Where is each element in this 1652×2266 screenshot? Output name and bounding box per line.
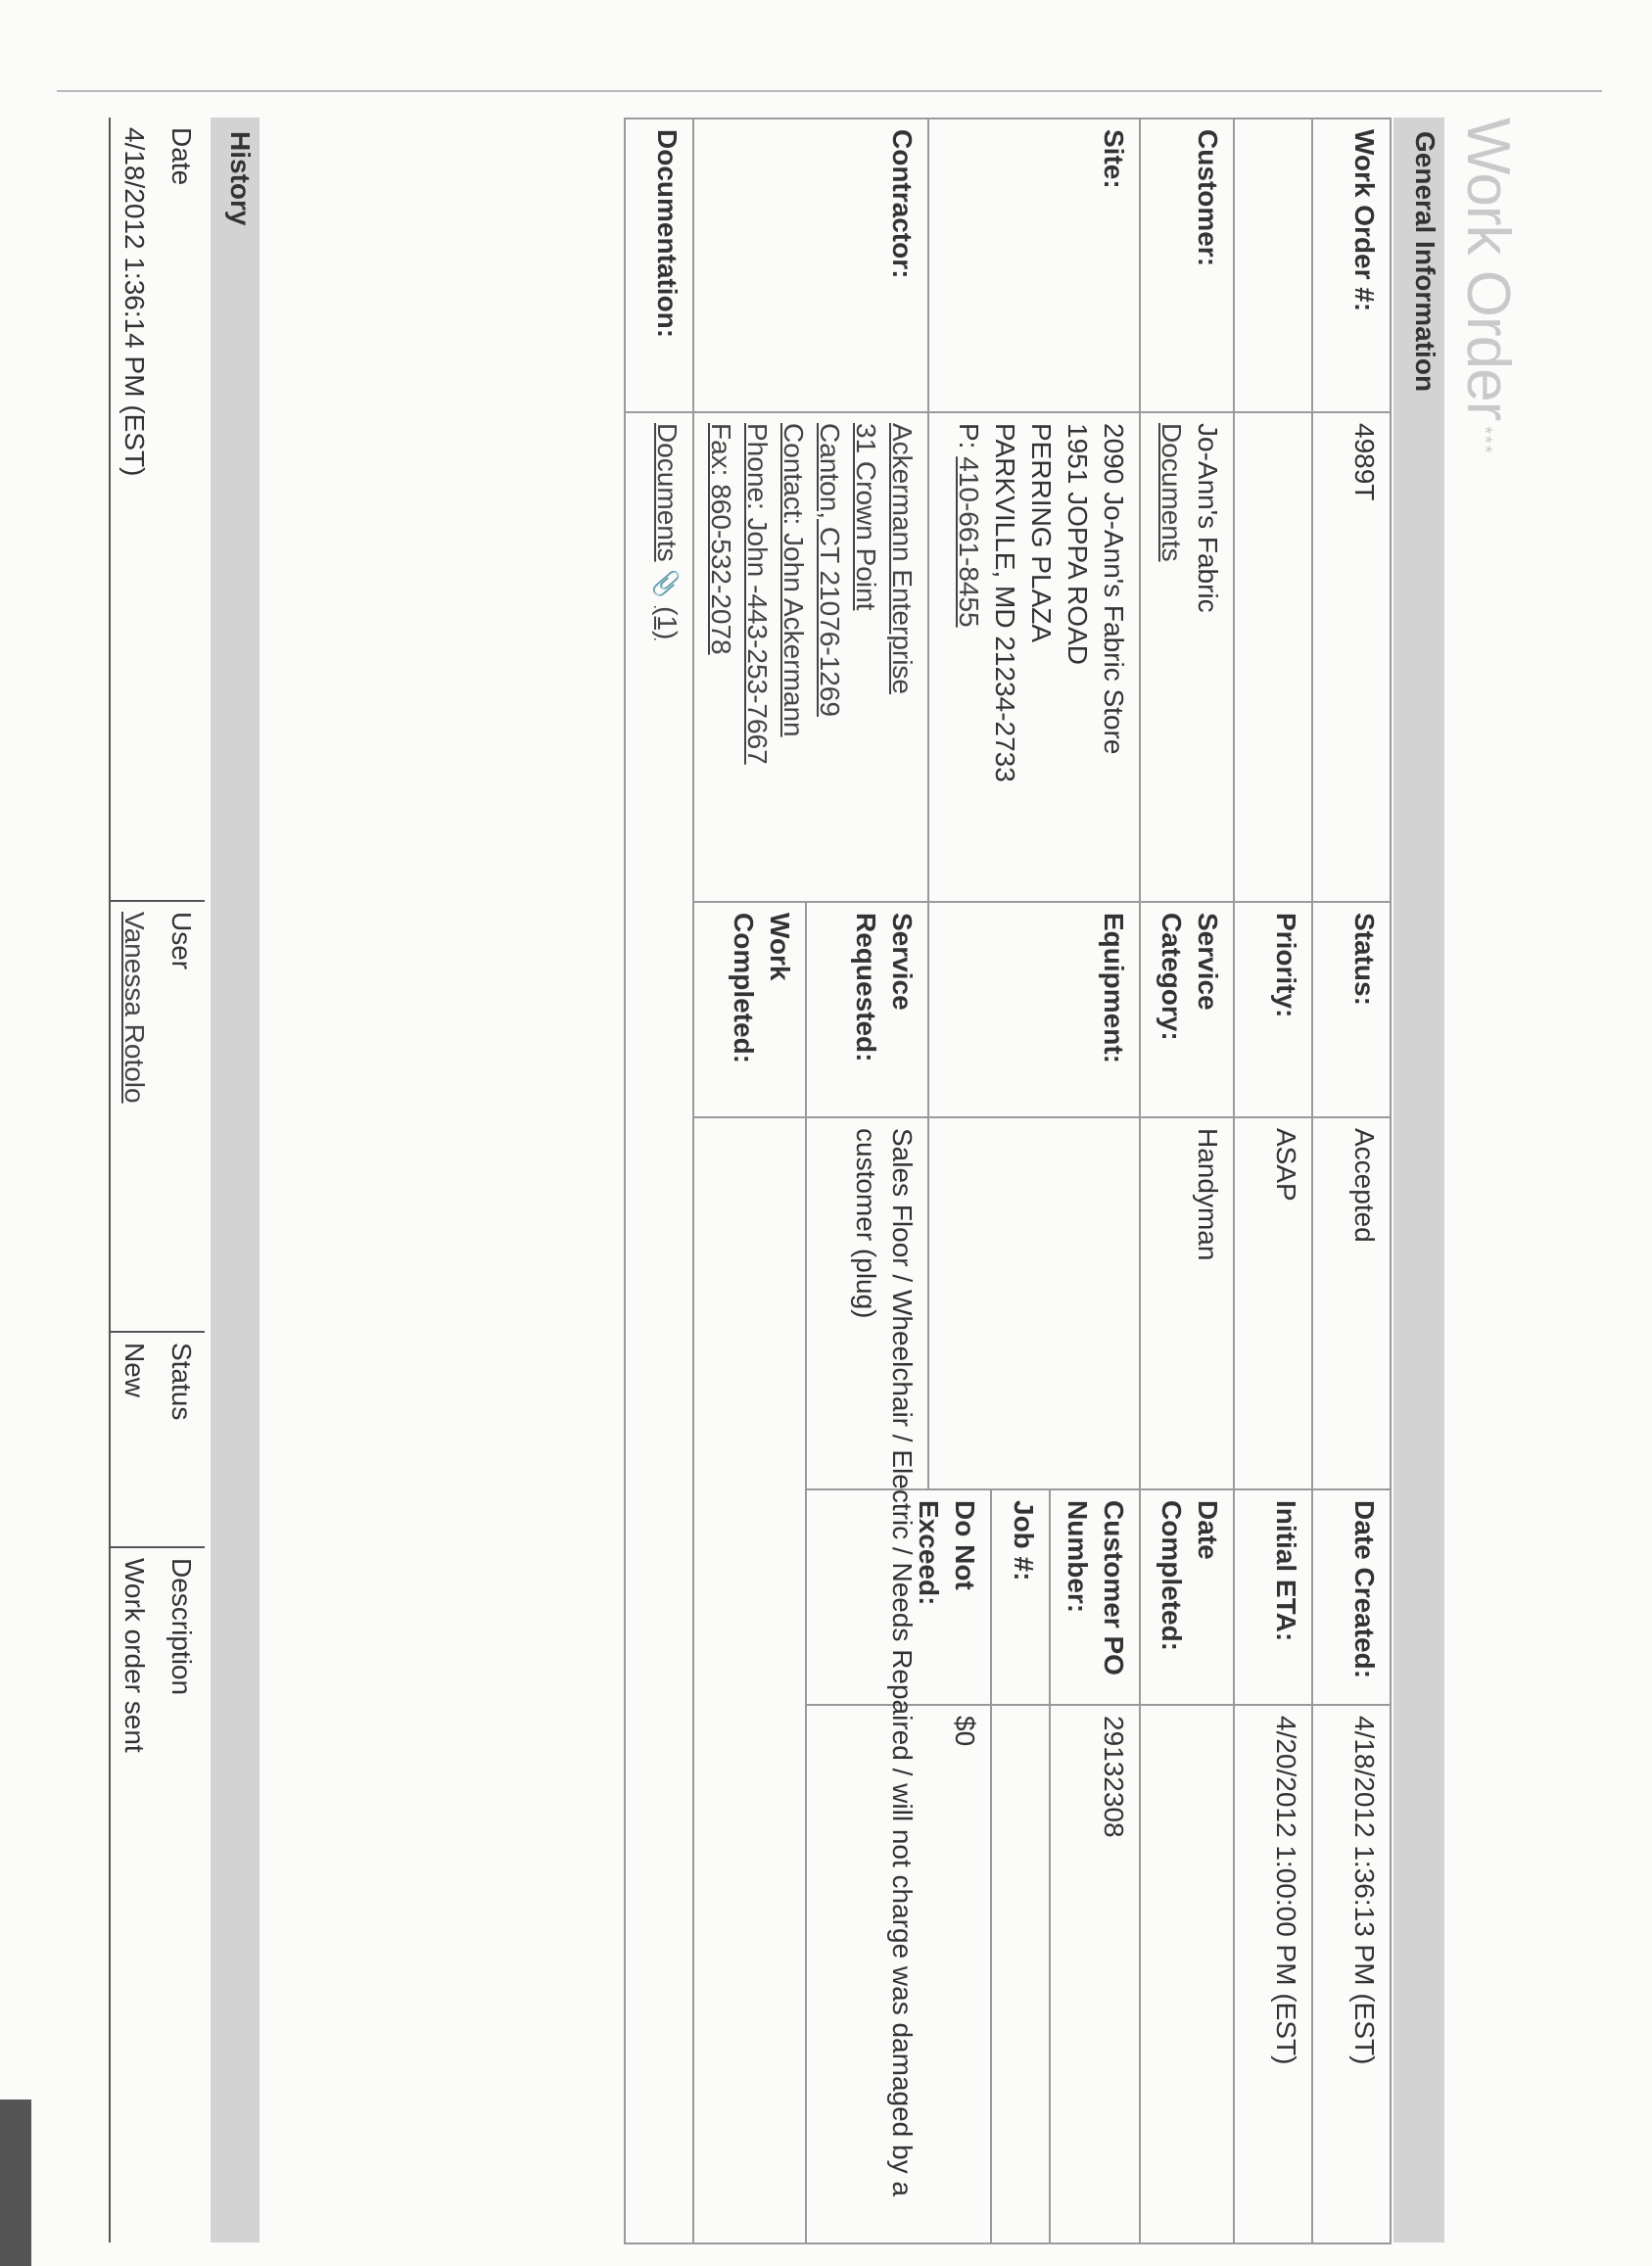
service-category-label: Service Category:: [1140, 902, 1234, 1117]
service-requested-value: Sales Floor / Wheelchair / Electric / Needs Repaired / will not charge was damaged by a customer (plug): [806, 1117, 929, 2243]
do-not-exceed-label: Do Not Exceed:: [806, 1489, 992, 1705]
date-created-label: Date Created:: [1312, 1489, 1391, 1705]
general-info-table: [624, 118, 1392, 2244]
work-completed-value: [693, 1117, 805, 2243]
site-phone-link[interactable]: 410-661-8455: [954, 456, 985, 628]
service-requested-label: Service Requested:: [806, 902, 929, 1117]
documentation-cell: [625, 412, 693, 2243]
contractor-phone[interactable]: Phone: John -443-253-7667: [742, 423, 774, 765]
history-header-row: [158, 118, 205, 2242]
initial-eta-label: Initial ETA:: [1234, 1489, 1312, 1705]
customer-cell: [1140, 412, 1234, 902]
contractor-address2[interactable]: Canton, CT 21076-1269: [815, 423, 846, 717]
history-header: History: [211, 118, 260, 2242]
row-priority: [1234, 118, 1312, 2243]
customer-label: Customer:: [1140, 118, 1234, 412]
history-col-status: Status: [158, 1332, 205, 1547]
contractor-address1[interactable]: 31 Crown Point: [851, 423, 882, 611]
date-created-value: 4/18/2012 1:36:13 PM (EST): [1312, 1705, 1391, 2243]
customer-name: Jo-Ann's Fabric: [1193, 423, 1223, 613]
history-user-cell: [110, 901, 158, 1332]
history-status: New: [110, 1332, 158, 1547]
row-documentation: [625, 118, 693, 2243]
contractor-label: Contractor:: [693, 118, 928, 412]
blank-cell: [1234, 412, 1312, 902]
documents-count-link[interactable]: (1): [652, 606, 684, 640]
history-date: 4/18/2012 1:36:14 PM (EST): [110, 118, 158, 901]
history-table: [109, 118, 205, 2242]
blank-cell: [1234, 118, 1312, 412]
documents-link[interactable]: Documents: [652, 423, 684, 562]
service-category-value: Handyman: [1140, 1117, 1234, 1489]
row-work-order: [1312, 118, 1391, 2243]
row-customer: [1140, 118, 1234, 2243]
scan-edge-tab: [0, 2100, 31, 2266]
history-user-link[interactable]: Vanessa Rotolo: [119, 912, 150, 1104]
work-order-value: 4989T: [1312, 412, 1391, 902]
paperclip-icon: 📎: [652, 569, 680, 599]
site-label: Site:: [928, 118, 1140, 412]
do-not-exceed-value: $0: [806, 1705, 992, 2243]
priority-label: Priority:: [1234, 902, 1312, 1117]
contractor-contact[interactable]: Contact: John Ackermann: [779, 423, 810, 737]
title-mark: ***: [1473, 426, 1495, 455]
date-completed-value: [1140, 1705, 1234, 2243]
date-completed-label: Date Completed:: [1140, 1489, 1234, 1705]
job-number-label: Job #:: [991, 1489, 1050, 1705]
status-value: Accepted: [1312, 1117, 1391, 1489]
history-col-user: User: [158, 901, 205, 1332]
documentation-label: Documentation:: [625, 118, 693, 412]
general-info-header: General Information: [1393, 118, 1444, 2242]
page-title: Work Order***: [1454, 118, 1522, 455]
row-site-1: [1050, 118, 1140, 2243]
equipment-value: [928, 1117, 1140, 1489]
row-contractor: [806, 118, 929, 2243]
priority-value: ASAP: [1234, 1117, 1312, 1489]
history-col-description: Description: [158, 1547, 205, 2242]
customer-po-value: 29132308: [1050, 1705, 1140, 2243]
customer-po-label: Customer PO Number:: [1050, 1489, 1140, 1705]
job-number-value: [991, 1705, 1050, 2243]
contractor-name-link[interactable]: Ackermann Enterprise: [887, 423, 919, 695]
initial-eta-value: 4/20/2012 1:00:00 PM (EST): [1234, 1705, 1312, 2243]
rotated-page: [73, 118, 1523, 2242]
site-line3: PERRING PLAZA: [1026, 423, 1058, 643]
contractor-fax[interactable]: Fax: 860-532-2078: [706, 423, 737, 655]
status-label: Status:: [1312, 902, 1391, 1117]
site-cell: [928, 412, 1140, 902]
site-line1: 2090 Jo-Ann's Fabric Store: [1099, 423, 1129, 755]
site-line2: 1951 JOPPA ROAD: [1062, 423, 1094, 665]
history-col-date: Date: [166, 127, 197, 186]
site-phone-prefix: P:: [954, 423, 985, 449]
table-row: [110, 118, 158, 2242]
site-line4: PARKVILLE, MD 21234-2733: [990, 423, 1021, 782]
contractor-cell: [693, 412, 928, 902]
customer-documents-link[interactable]: Documents: [1156, 423, 1188, 562]
work-order-label: Work Order #:: [1312, 118, 1391, 412]
equipment-label: Equipment:: [928, 902, 1140, 1117]
history-description: Work order sent: [110, 1547, 158, 2242]
work-completed-label: Work Completed:: [693, 902, 805, 1117]
scan-edge-line: [57, 90, 1602, 92]
site-phone-line: [950, 423, 986, 891]
